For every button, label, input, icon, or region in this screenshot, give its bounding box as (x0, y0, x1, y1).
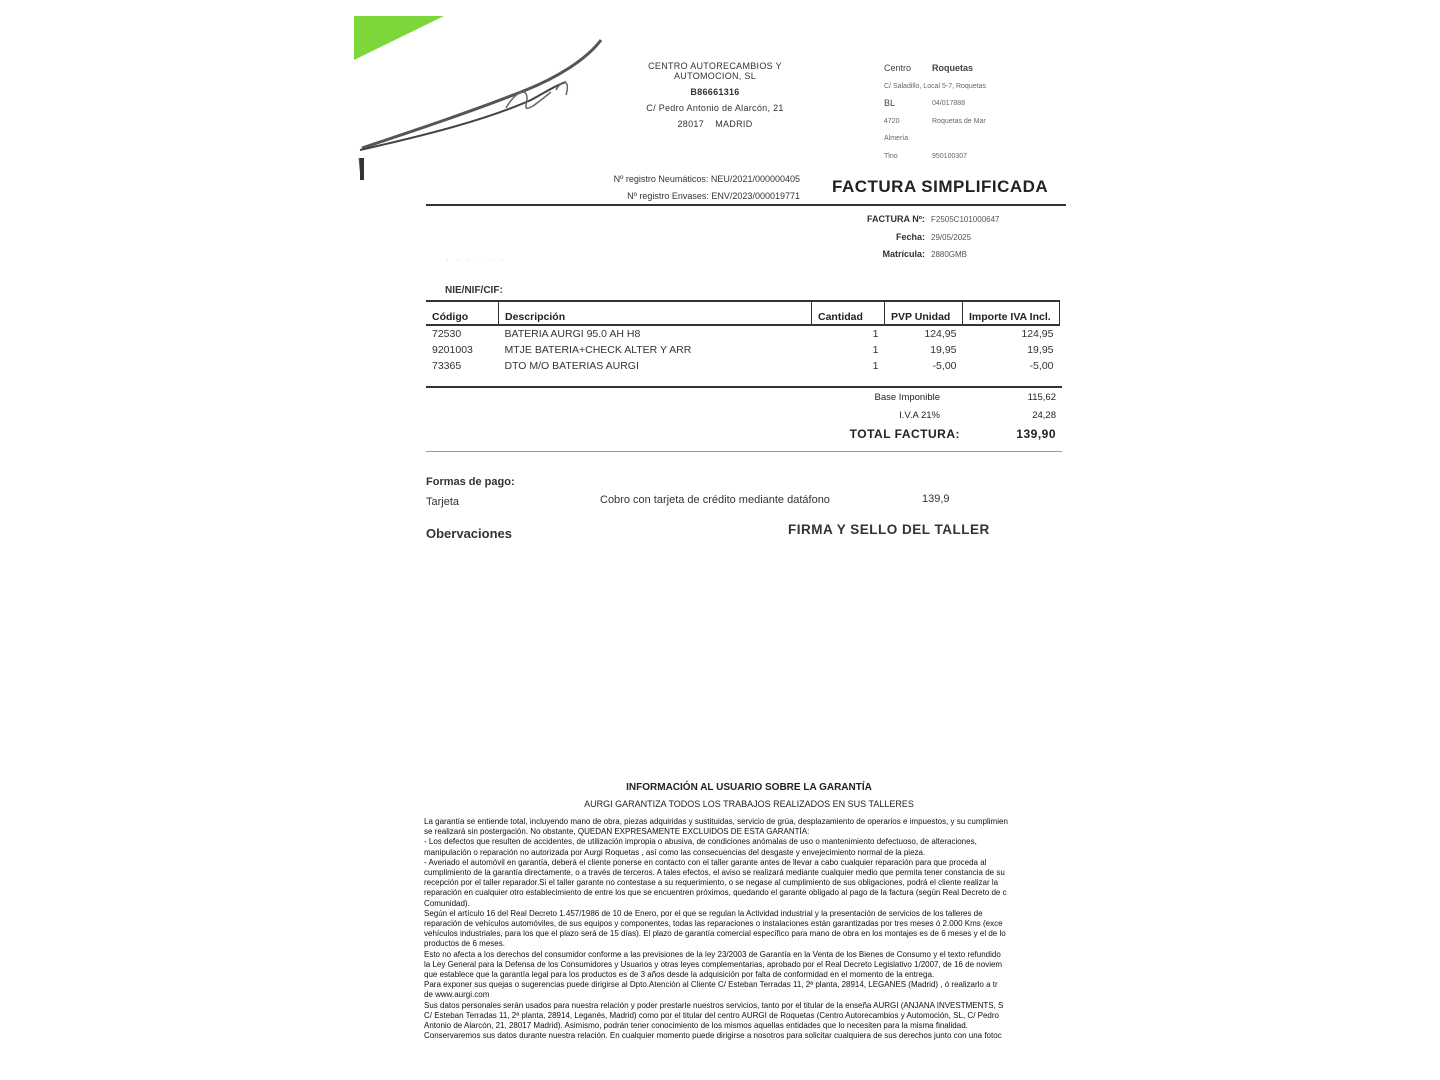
fecha-value: 29/05/2025 (931, 232, 972, 242)
firma-label: FIRMA Y SELLO DEL TALLER (788, 522, 990, 537)
warranty-line: recepción por el taller reparador.Si el taller garante no contestase a su requerimiento, o se negase al cumplimiento de sus obligaciones, podrá el cliente realizar la (424, 878, 999, 888)
cell-descripcion: DTO M/O BATERIAS AURGI (504, 360, 639, 372)
cell-cantidad: 1 (872, 344, 879, 356)
cell-importe: 19,95 (1027, 344, 1054, 356)
warranty-line: cumplimiento de la garantía directamente, o a través de terceros. A tales efectos, el aviso se realizará mediante cualquier medio que permita tener constancia de su (424, 868, 1005, 878)
centro-tlf-value: 950100307 (932, 152, 968, 160)
col-cantidad: Cantidad (812, 301, 885, 325)
col-pvp: PVP Unidad (885, 301, 963, 325)
factura-label: FACTURA Nº: (867, 214, 925, 224)
warranty-line: reparación de vehículos automóviles, de sus equipos y componentes, todas las reparaciones o instalaciones están garantizadas por tres meses ó 2.000 Kms (exce (424, 919, 1003, 929)
warranty-line: Esto no afecta a los derechos del consumidor conforme a las previsiones de la ley 23/2003 de Garantía en la Venta de los Bienes de Consumo y el texto refundido (424, 949, 1001, 959)
cell-cantidad: 1 (872, 360, 879, 372)
centro-cp-value: Roquetas de Mar (932, 117, 986, 125)
payment-method: Tarjeta (426, 496, 460, 508)
payment-heading: Formas de pago: (426, 476, 515, 488)
table-bottom-divider (426, 386, 1062, 388)
totals-divider (426, 451, 1062, 452)
registro-neumaticos: Nº registro Neumáticos: NEU/2021/000000405 (613, 174, 800, 184)
warranty-text (424, 817, 1070, 1067)
centro-name: Roquetas (932, 63, 974, 73)
cell-pvp: -5,00 (932, 360, 957, 372)
cell-pvp: 19,95 (930, 344, 957, 356)
observaciones-label: Obervaciones (426, 526, 512, 541)
warranty-line: vehículos industriales, para los que el plazo será de 15 días). El plazo de garantía comercial específico para mano de obra en los montajes es de 6 meses y el de lo (424, 929, 1006, 939)
warranty-line: Conservaremos sus datos durante nuestra relación. En cualquier momento puede dirigirse a nosotros para solicitar cualquiera de sus derechos junto con una fotoc (424, 1031, 1002, 1041)
col-codigo: Código (426, 301, 499, 325)
warranty-line: la Ley General para la Defensa de los Consumidores y Usuarios y otras leyes complementarias, aprobado por el Real Decreto Legislativo 1/2007, de 16 de noviem (424, 959, 1003, 969)
signature-scribble (356, 30, 616, 180)
totals-block (820, 389, 1056, 443)
cell-importe: -5,00 (1029, 360, 1054, 372)
header-divider (426, 204, 1066, 206)
cell-codigo: 72530 (432, 328, 462, 340)
items-table (426, 300, 1060, 374)
centro-province: Almería (884, 135, 909, 142)
fecha-label: Fecha: (895, 231, 925, 242)
centro-address: C/ Saladillo, Local 5-7, Roquetas (884, 82, 986, 90)
cell-codigo: 9201003 (432, 344, 473, 356)
cell-importe: 124,95 (1021, 328, 1054, 340)
iva-label: I.V.A 21% (899, 410, 940, 421)
warranty-title: INFORMACIÓN AL USUARIO SOBRE LA GARANTÍA (626, 782, 872, 793)
col-importe: Importe IVA Incl. (963, 301, 1060, 325)
iva-value: 24,28 (1032, 410, 1056, 421)
warranty-line: productos de 6 meses. (424, 939, 505, 949)
matricula-value: 2880GMB (931, 250, 968, 259)
centro-bl-value: 04/017888 (932, 100, 966, 107)
warranty-line: de www.aurgi.com (424, 990, 490, 1000)
cell-descripcion: BATERIA AURGI 95.0 AH H8 (504, 328, 641, 340)
warranty-line: Antonio de Alarcón, 21, 28017 Madrid). Asimismo, podrán tener conocimiento de los mismos aquellas entidades que lo necesiten para la misma finalidad. (424, 1021, 968, 1031)
cell-descripcion: MTJE BATERIA+CHECK ALTER Y ARR (504, 344, 692, 356)
table-row (426, 342, 1060, 358)
registros-block (560, 171, 800, 205)
document-title: FACTURA SIMPLIFICADA (832, 177, 1049, 196)
base-value: 115,62 (1027, 392, 1056, 403)
warranty-line: Para exponer sus quejas o sugerencias puede dirigirse al Dpto.Atención al Cliente C/ Esteban Terradas 11, 2ª planta, 28914, LEGANES (Madrid) , ó realizarlo a tr (424, 980, 998, 990)
centro-label: Centro (884, 63, 912, 73)
total-value: 139,90 (1016, 427, 1056, 441)
cell-pvp: 124,95 (924, 328, 957, 340)
company-block (610, 58, 820, 132)
company-city-line (610, 116, 820, 132)
col-descripcion: Descripción (499, 301, 812, 325)
total-label: TOTAL FACTURA: (849, 427, 960, 441)
company-name-line2: AUTOMOCION, SL (673, 71, 757, 81)
warranty-line: La garantía se entiende total, incluyendo mano de obra, piezas adquiridas y sustituidas, servicio de grúa, desplazamiento de operarios e impuestos, y su cumplimien (424, 817, 1008, 826)
registro-envases: Nº registro Envases: ENV/2023/000019771 (627, 191, 800, 201)
base-label: Base Imponible (874, 392, 940, 403)
centro-cp-label: 4720 (884, 117, 900, 125)
cell-cantidad: 1 (872, 328, 879, 340)
factura-value: F2505C101000647 (931, 215, 1000, 224)
cell-codigo: 73365 (432, 360, 462, 372)
company-address: C/ Pedro Antonio de Alarcón, 21 (646, 103, 784, 113)
company-cif: B86661316 (690, 87, 740, 97)
table-row (426, 325, 1060, 342)
warranty-line: C/ Esteban Terradas 11, 2ª planta, 28914, Leganés, Madrid) como por el titular del centro AURGI de Roquetas (Centro Autorecambios y Automoción, SL, C/ Pedro (424, 1010, 999, 1020)
table-row (426, 358, 1060, 374)
centro-tlf-label: Tlno (884, 152, 898, 160)
warranty-line: Comunidad). (424, 898, 470, 908)
centro-block (884, 60, 986, 165)
company-name-line1: CENTRO AUTORECAMBIOS Y (648, 61, 782, 71)
warranty-line: Sus datos personales serán usados para nuestra relación y poder prestarle nuestros servicios, tanto por el titular de la enseña AURGI (ANJANA INVESTMENTS, S (424, 1000, 1004, 1010)
payment-amount: 139,9 (922, 493, 950, 505)
warranty-subtitle: AURGI GARANTIZA TODOS LOS TRABAJOS REALIZADOS EN SUS TALLERES (584, 799, 914, 809)
warranty-line: Según el artículo 16 del Real Decreto 1.457/1986 de 10 de Enero, por el que se regulan la Actividad industrial y la presentación de servicios de los talleres de (424, 908, 983, 918)
centro-bl-label: BL (884, 98, 896, 108)
company-city: MADRID (715, 119, 753, 129)
warranty-line: que establece que la garantía legal para los productos es de 3 años desde la adquisición por falta de conformidad en el momento de la entrega. (424, 970, 935, 980)
warranty-line: - Averiado el automóvil en garantía, deberá el cliente ponerse en contacto con el taller garante antes de llevar a cabo cualquier reparación para que proceda al (424, 857, 987, 867)
nie-label: NIE/NIF/CIF: (445, 285, 503, 296)
items-header-row (426, 301, 1060, 325)
warranty-line: reparación en cualquier otro establecimiento de entre los que se encuentren próximos, quedando el garante obligado al pago de la factura (según Real Decreto de c (424, 888, 1007, 898)
warranty-line: - Los defectos que resulten de accidentes, de utilización impropia o abusiva, de condiciones anómalas de uso o mantenimiento defectuoso, de alteraciones, (424, 837, 977, 847)
matricula-label: Matrícula: (882, 249, 925, 259)
company-postal-code: 28017 (677, 119, 704, 129)
warranty-line: manipulación o reparación no autorizada por Aurgi Roquetas , así como las consecuencias del desgaste y envejecimiento normal de la pieza. (424, 847, 926, 857)
payment-description: Cobro con tarjeta de crédito mediante datáfono (600, 494, 830, 506)
warranty-line: se realizará sin postergación. No obstante, QUEDAN EXPRESAMENTE EXCLUIDOS DE ESTA GARANTÍA: (424, 827, 810, 837)
invoice-meta (820, 211, 1000, 264)
redacted-customer: · · · · · · (446, 256, 507, 265)
